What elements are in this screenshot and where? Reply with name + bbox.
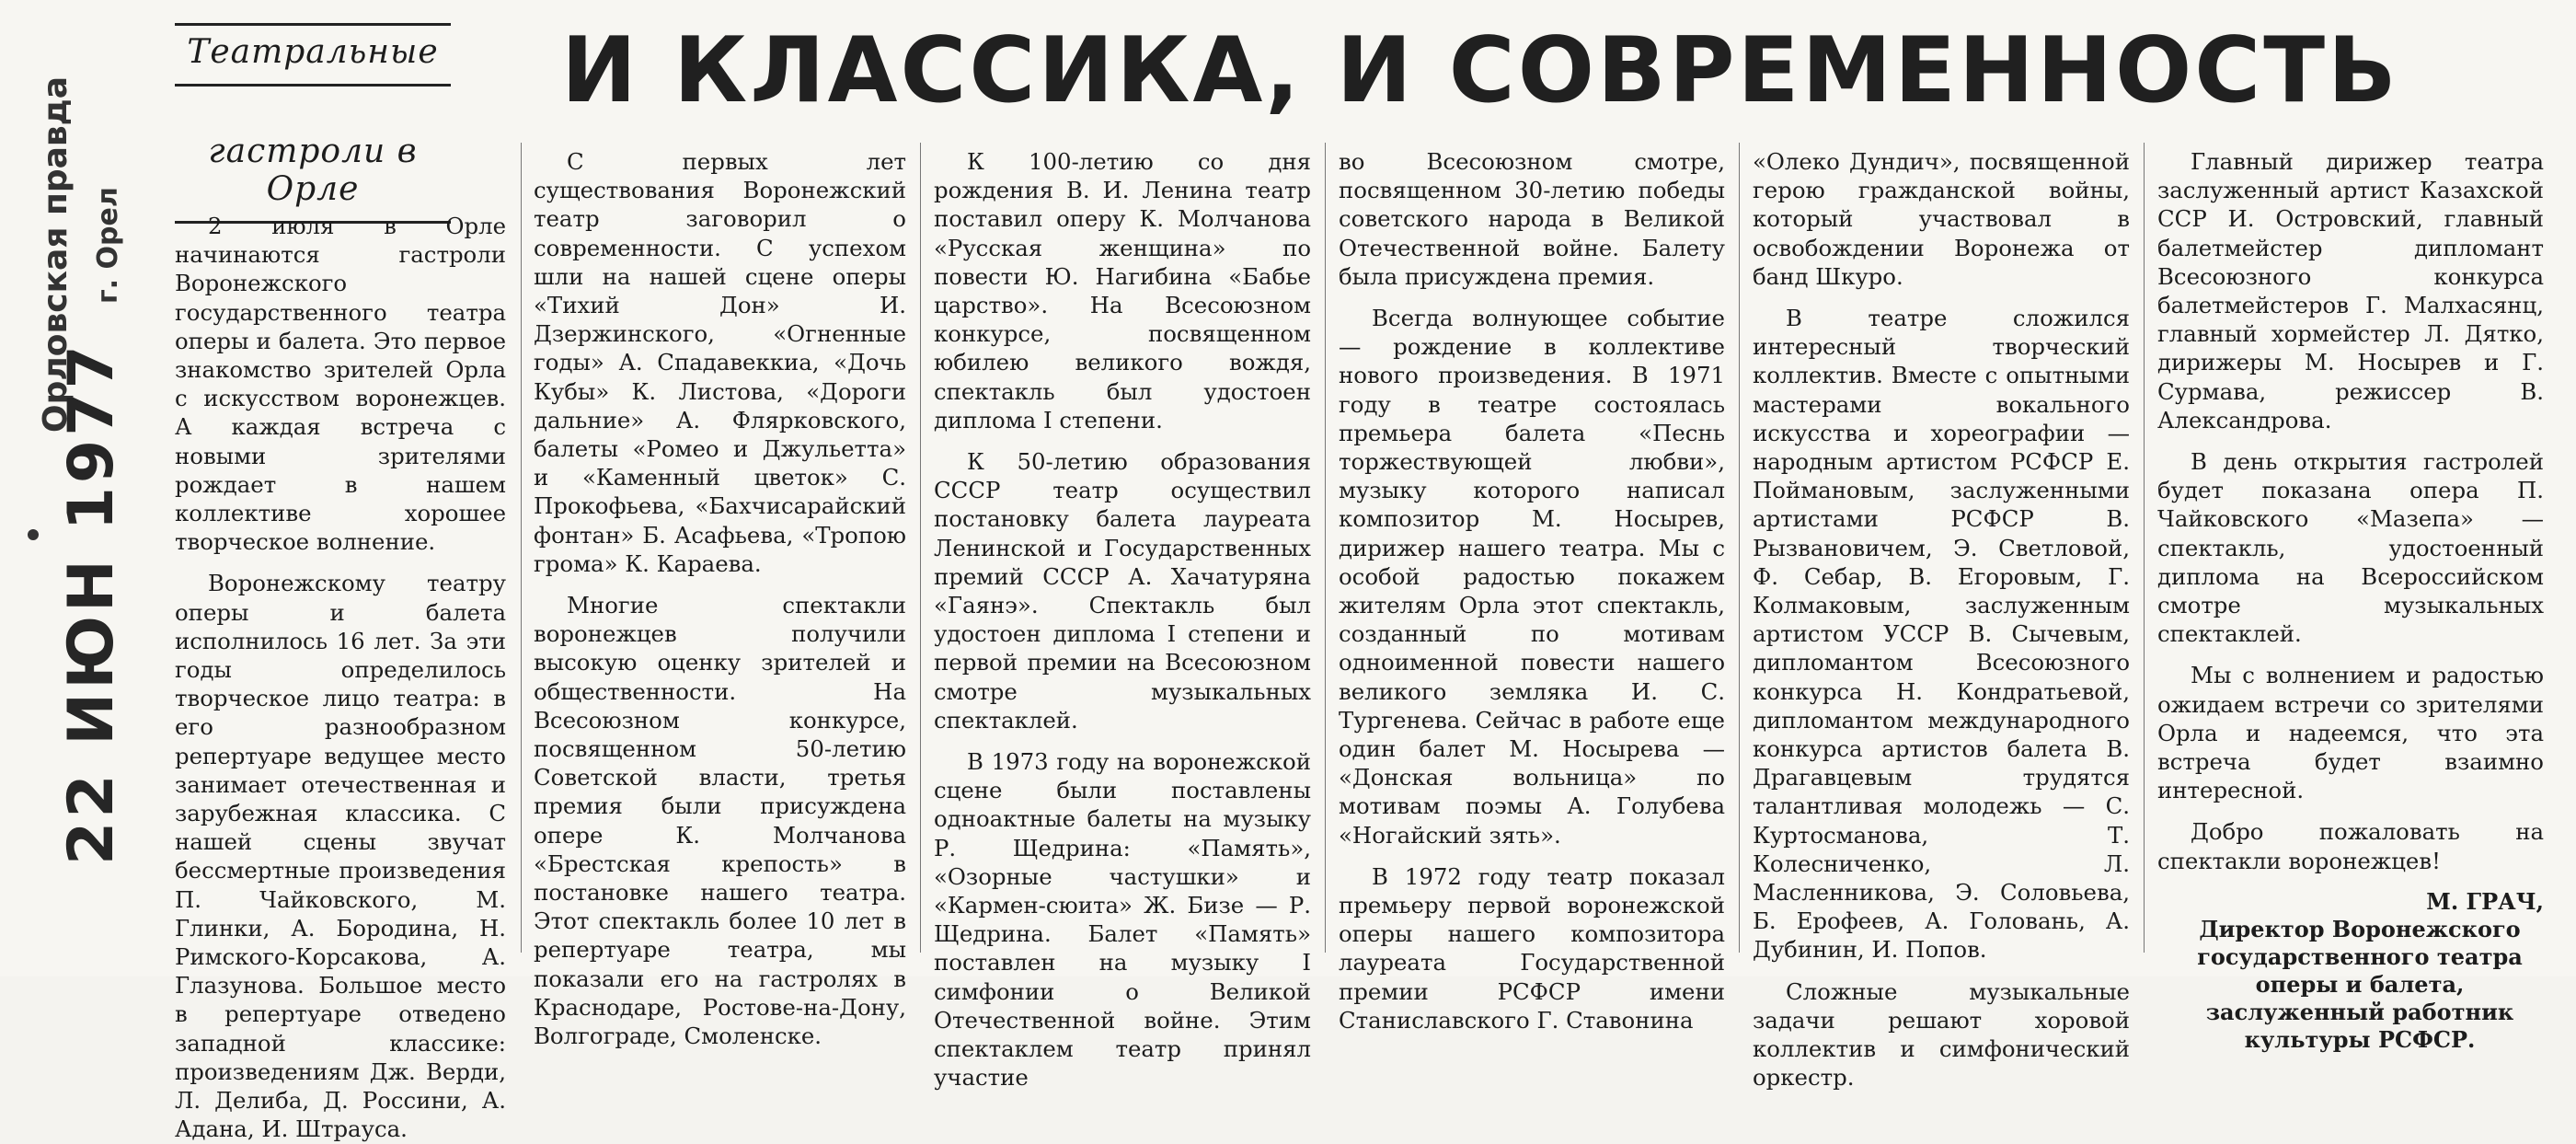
paragraph: Добро пожаловать на спектакли воронежцев! — [2157, 818, 2544, 874]
kicker-line-1: Театральные — [187, 33, 439, 71]
column-divider — [920, 143, 921, 953]
author-title: Директор Воронежского государственного театра оперы и балета, заслуженный работник культуры РСФСР. — [2197, 915, 2523, 1053]
paragraph: К 50-летию образования СССР театр осуществил постановку балета лауреата Ленинской и Государственных премий СССР А. Хачатуряна «Гаянэ». Спектакль был удостоен диплома I степени и первой премии на Всесоюзном смотре музыкальных спектаклей. — [934, 448, 1311, 734]
paragraph: «Олеко Дундич», посвященной герою гражданской войны, который участвовал в освобождении Воронежа от банд Шкуро. — [1753, 148, 2130, 290]
article-column-3 — [934, 147, 1311, 1092]
article-column-4 — [1339, 147, 1725, 1034]
paragraph: Главный дирижер театра заслуженный артист Казахской ССР И. Островский, главный балетмейстер дипломант Всесоюзного конкурса балетмейстеров Г. Малхасянц, главный хормейстер Л. Дятко, дирижеры М. Носырев и Г. Сурмава, режиссер В. Александрова. — [2157, 148, 2544, 433]
paragraph: 2 июля в Орле начинаются гастроли Воронежского государственного театра оперы и балета. Это первое знакомство зрителей Орла с искусством воронежцев. А каждая встреча с новыми зрителями рождает в нашем коллективе хорошее творческое волнение. — [175, 213, 506, 556]
stamp-publication: Орловская правда — [37, 75, 75, 433]
paragraph: В 1972 году театр показал премьеру первой воронежской оперы нашего композитора лауреата Государственной премии РСФСР имени Станиславского Г. Ставонина — [1339, 862, 1725, 1034]
column-divider — [521, 143, 522, 953]
archive-stamp — [37, 37, 156, 957]
article-column-2 — [534, 147, 906, 1050]
paragraph: Многие спектакли воронежцев получили высокую оценку зрителей и общественности. На Всесоюзном конкурсе, посвященном 50-летию Советской власти, третья премия были присуждена опере К. Молчанова «Брестская крепость» в постановке нашего театра. Этот спектакль более 10 лет в репертуаре театра, мы показали его на гастролях в Краснодаре, Ростове-на-Дону, Волгограде, Смоленске. — [534, 592, 906, 1050]
paragraph: С первых лет существования Воронежский театр заговорил о современности. С успехом шли на нашей сцене оперы «Тихий Дон» И. Дзержинского, «Огненные годы» А. Спадавеккиа, «Дочь Кубы» К. Листова, «Дороги дальние» А. Флярковского, балеты «Ромео и Джульетта» и «Каменный цветок» С. Прокофьева, «Бахчисарайский фонтан» Б. Асафьева, «Тропою грома» К. Караева. — [534, 148, 906, 577]
paragraph: В день открытия гастролей будет показана опера П. Чайковского «Мазепа» — спектакль, удостоенный диплома на Всероссийском смотре музыкальных спектаклей. — [2157, 448, 2544, 648]
section-kicker — [175, 23, 451, 224]
punch-dot — [28, 529, 39, 540]
article-headline: И КЛАССИКА, И СОВРЕМЕННОСТЬ — [561, 18, 2399, 123]
column-divider — [2144, 143, 2145, 953]
paragraph: К 100-летию со дня рождения В. И. Ленина театр поставил оперу К. Молчанова «Русская женщина» по повести Ю. Нагибина «Бабье царство». На Всесоюзном конкурсе, посвященном юбилею великого вождя, спектакль был удостоен диплома I степени. — [934, 148, 1311, 433]
paragraph: Всегда волнующее событие — рождение в коллективе нового произведения. В 1971 году в театре состоялась премьера балета «Песнь торжествующей любви», музыку которого написал композитор М. Носырев, дирижер нашего театра. Мы с особой радостью покажем жителям Орла этот спектакль, созданный по мотивам одноименной повести нашего великого земляка И. С. Тургенева. Сейчас в работе еще один балет М. Носырева — «Донская вольница» по мотивам поэмы А. Голубева «Ногайский зять». — [1339, 305, 1725, 849]
paragraph: Воронежскому театру оперы и балета исполнилось 16 лет. За эти годы определилось творческое лицо театра: в его разнообразном репертуаре ведущее место занимает отечественная и зарубежная классика. С нашей сцены звучат бессмертные произведения П. Чайковского, М. Глинки, А. Бородина, Н. Римского-Корсакова, А. Глазунова. Большое место в репертуаре отведено западной классике: произведениям Дж. Верди, Л. Делиба, Д. Россини, А. Адана, И. Штрауса. — [175, 570, 506, 1143]
article-column-6 — [2157, 147, 2544, 1053]
paragraph: В театре сложился интересный творческий коллектив. Вместе с опытными мастерами вокального искусства и хореографии — народным артистом РСФСР Е. Поймановым, заслуженными артистами РСФСР В. Рызвановичем, Э. Светловой, Ф. Себар, В. Егоровым, Г. Колмаковым, заслуженным артистом УССР В. Сычевым, дипломантом Всесоюзного конкурса Н. Кондратьевой, дипломантом международного конкурса артистов балета В. Драгавцевым трудятся талантливая молодежь — С. Куртосманова, Т. Колесниченко, Л. Масленникова, Э. Соловьева, Б. Ерофеев, А. Головань, А. Дубинин, И. Попов. — [1753, 305, 2130, 964]
paragraph: во Всесоюзном смотре, посвященном 30-летию победы советского народа в Великой Отечественной войне. Балету была присуждена премия. — [1339, 148, 1725, 290]
article-column-5 — [1753, 147, 2130, 1092]
stamp-city: г. Орел — [92, 187, 124, 304]
author-name: М. ГРАЧ, — [2426, 887, 2544, 915]
paragraph: Сложные музыкальные задачи решают хоровой коллектив и симфонический оркестр. — [1753, 977, 2130, 1092]
stamp-date: 22 ИЮН 1977 — [55, 341, 128, 865]
article-column-1 — [175, 212, 506, 1143]
column-divider — [1325, 143, 1326, 953]
paragraph: Мы с волнением и радостью ожидаем встречи со зрителями Орла и надеемся, что эта встреча будет взаимно интересной. — [2157, 662, 2544, 804]
kicker-line-2: гастроли в Орле — [208, 133, 418, 208]
column-divider — [1739, 143, 1740, 953]
paragraph: В 1973 году на воронежской сцене были поставлены одноактные балеты на музыку Р. Щедрина: «Память», «Озорные частушки» и «Кармен-сюита» Ж. Бизе — Р. Щедрина. Балет «Память» поставлен на музыку I симфонии о Великой Отечественной войне. Этим спектаклем театр принял участие — [934, 748, 1311, 1092]
